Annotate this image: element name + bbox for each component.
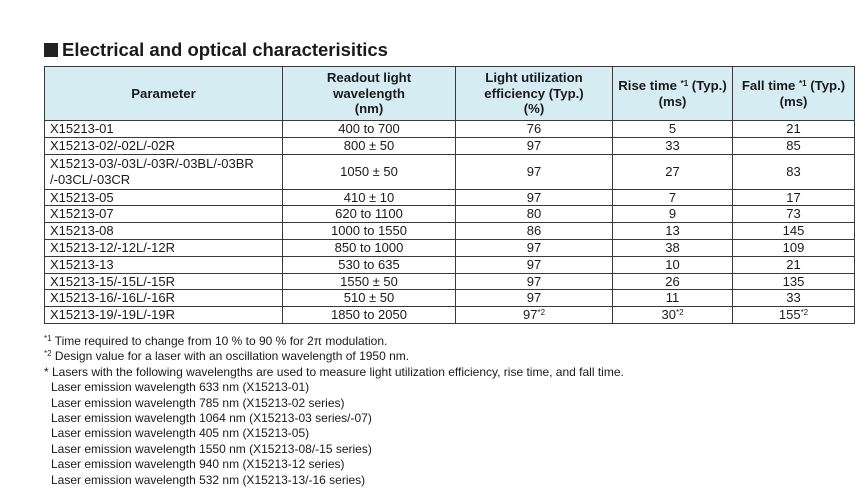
cell-parameter: X15213-05: [45, 189, 283, 206]
table-row: [45, 206, 855, 223]
cell-parameter: X15213-12/-12L/-12R: [45, 239, 283, 256]
square-bullet-icon: [44, 43, 58, 57]
cell-efficiency: 80: [456, 206, 613, 223]
cell-rise-time: 11: [613, 290, 733, 307]
cell-wavelength: 410 ± 10: [283, 189, 456, 206]
table-row: [45, 307, 855, 324]
cell-rise-time: 10: [613, 256, 733, 273]
header-efficiency: Light utilization efficiency (Typ.) (%): [456, 67, 613, 121]
cell-wavelength: 530 to 635: [283, 256, 456, 273]
cell-rise-time: 38: [613, 239, 733, 256]
header-fall-time: Fall time $^{*1}$ (Typ.) (ms): [733, 67, 855, 121]
cell-efficiency: 97: [456, 256, 613, 273]
footnote-mark: *2: [800, 308, 809, 318]
table-row: [45, 154, 855, 189]
footnotes: [44, 334, 624, 488]
cell-wavelength: 800 ± 50: [283, 137, 456, 154]
cell-parameter: X15213-07: [45, 206, 283, 223]
cell-efficiency: 76: [456, 121, 613, 138]
cell-fall-time: 21: [733, 256, 855, 273]
laser-line: Laser emission wavelength 785 nm (X15213-02 series): [51, 395, 345, 410]
laser-line: Laser emission wavelength 940 nm (X15213-12 series): [51, 457, 345, 472]
cell-efficiency: 97: [456, 273, 613, 290]
cell-parameter: X15213-01: [45, 121, 283, 138]
header-parameter: Parameter: [45, 67, 283, 121]
cell-efficiency: 97: [456, 290, 613, 307]
laser-line: Laser emission wavelength 405 nm (X15213-05): [51, 426, 310, 441]
cell-fall-time: 73: [733, 206, 855, 223]
cell-fall-time: 83: [733, 154, 855, 189]
cell-fall-time: 155$^{*2}$: [733, 307, 855, 324]
cell-efficiency: 97$^{*2}$: [456, 307, 613, 324]
cell-parameter: X15213-16/-16L/-16R: [45, 290, 283, 307]
footnote-mark: *2: [675, 308, 684, 318]
cell-wavelength: 1850 to 2050: [283, 307, 456, 324]
section-title: [44, 38, 388, 62]
cell-fall-time: 17: [733, 189, 855, 206]
cell-fall-time: 85: [733, 137, 855, 154]
laser-line: Laser emission wavelength 1064 nm (X15213-03 series/-07): [51, 410, 372, 425]
cell-rise-time: 33: [613, 137, 733, 154]
cell-rise-time: 27: [613, 154, 733, 189]
cell-rise-time: 13: [613, 223, 733, 240]
cell-efficiency: 97: [456, 137, 613, 154]
cell-efficiency: 97: [456, 239, 613, 256]
cell-parameter: X15213-08: [45, 223, 283, 240]
table-row: [45, 290, 855, 307]
header-rise-time: Rise time $^{*1}$ (Typ.) (ms): [613, 67, 733, 121]
cell-wavelength: 620 to 1100: [283, 206, 456, 223]
cell-fall-time: 145: [733, 223, 855, 240]
cell-rise-time: 26: [613, 273, 733, 290]
cell-wavelength: 1050 ± 50: [283, 154, 456, 189]
cell-rise-time: 30$^{*2}$: [613, 307, 733, 324]
cell-wavelength: 510 ± 50: [283, 290, 456, 307]
table-row: [45, 239, 855, 256]
cell-parameter: X15213-19/-19L/-19R: [45, 307, 283, 324]
cell-rise-time: 9: [613, 206, 733, 223]
laser-line: Laser emission wavelength 633 nm (X15213-01): [51, 380, 310, 395]
footnote-3: * Lasers with the following wavelengths are used to measure light utilization efficiency, rise time, and fall time.: [44, 364, 624, 379]
cell-efficiency: 97: [456, 154, 613, 189]
cell-efficiency: 97: [456, 189, 613, 206]
table-row: [45, 273, 855, 290]
cell-efficiency: 86: [456, 223, 613, 240]
laser-line: Laser emission wavelength 1550 nm (X15213-08/-15 series): [51, 441, 372, 456]
cell-fall-time: 135: [733, 273, 855, 290]
header-wavelength: Readout light wavelength (nm): [283, 67, 456, 121]
table-header-row: [45, 67, 855, 121]
table-row: [45, 223, 855, 240]
cell-wavelength: 1000 to 1550: [283, 223, 456, 240]
cell-parameter: X15213-03/-03L/-03R/-03BL/-03BR /-03CL/-03CR: [45, 154, 283, 189]
cell-parameter: X15213-02/-02L/-02R: [45, 137, 283, 154]
cell-wavelength: 400 to 700: [283, 121, 456, 138]
table-row: [45, 189, 855, 206]
footnote-2: $^{*2}$ Design value for a laser with an oscillation wavelength of 1950 nm.: [44, 349, 410, 364]
cell-parameter: X15213-13: [45, 256, 283, 273]
cell-fall-time: 109: [733, 239, 855, 256]
cell-wavelength: 1550 ± 50: [283, 273, 456, 290]
section-title-text: Electrical and optical characterisitics: [62, 39, 388, 60]
table-row: [45, 256, 855, 273]
cell-fall-time: 33: [733, 290, 855, 307]
cell-parameter: X15213-15/-15L/-15R: [45, 273, 283, 290]
cell-fall-time: 21: [733, 121, 855, 138]
footnote-1: $^{*1}$ Time required to change from 10 % to 90 % for 2π modulation.: [44, 334, 388, 348]
characteristics-table: [44, 66, 855, 324]
cell-rise-time: 7: [613, 189, 733, 206]
footnote-mark: *2: [537, 308, 546, 318]
table-row: [45, 137, 855, 154]
cell-wavelength: 850 to 1000: [283, 239, 456, 256]
table-row: [45, 121, 855, 138]
cell-rise-time: 5: [613, 121, 733, 138]
laser-line: Laser emission wavelength 532 nm (X15213-13/-16 series): [51, 472, 366, 487]
